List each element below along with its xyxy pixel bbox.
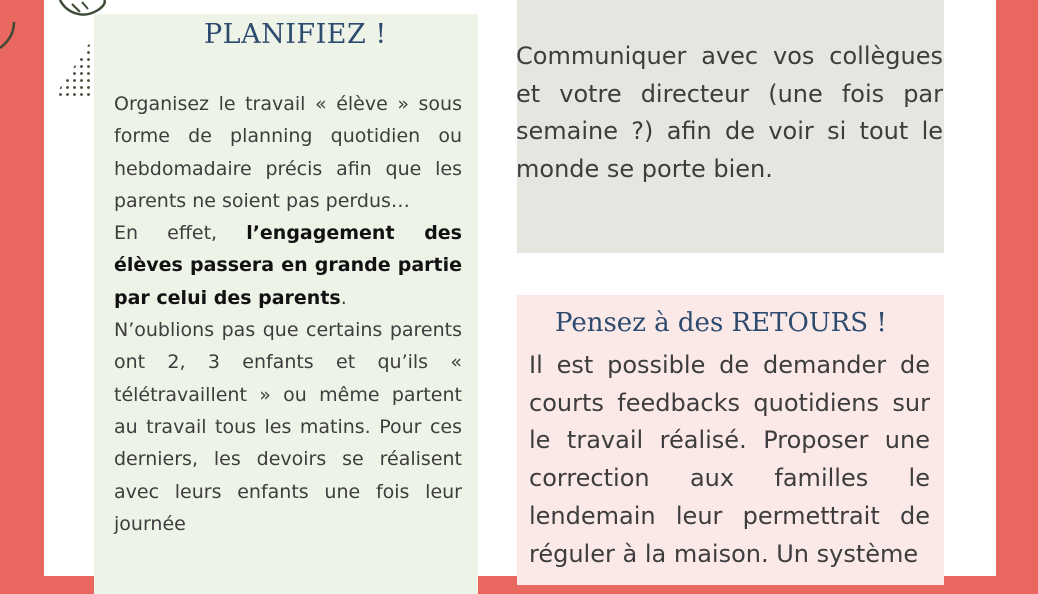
planning-paragraph-2 xyxy=(114,217,462,314)
feedback-heading: Pensez à des RETOURS ! xyxy=(555,308,887,338)
planning-paragraph-2-suffix: . xyxy=(340,286,347,309)
planning-paragraph-3: N’oublions pas que certains parents ont 2, 3 enfants et qu’ils « télétravaillent » ou même partent au travail tous les matins. Pour ces derniers, les devoirs se réalisent avec leurs enfants une fois leur journée xyxy=(114,319,462,535)
communication-text: Communiquer avec vos collègues et votre directeur (une fois par semaine ?) afin de voir si tout le monde se porte bien. xyxy=(516,42,943,183)
planning-paragraph-1: Organisez le travail « élève » sous forme de planning quotidien ou hebdomadaire précis afin que les parents ne soient pas perdus… xyxy=(114,93,462,212)
planning-heading: PLANIFIEZ ! xyxy=(204,19,387,50)
planning-text xyxy=(114,88,462,540)
feedback-text: Il est possible de demander de courts feedbacks quotidiens sur le travail réalisé. Proposer une correction aux familles le lendemain leur permettrait de réguler à la maison. Un système xyxy=(529,351,930,568)
planning-emphasis: l’engagement des élèves passera en grande partie par celui des parents xyxy=(114,222,462,309)
planning-paragraph-2-prefix: En effet, xyxy=(114,222,247,245)
